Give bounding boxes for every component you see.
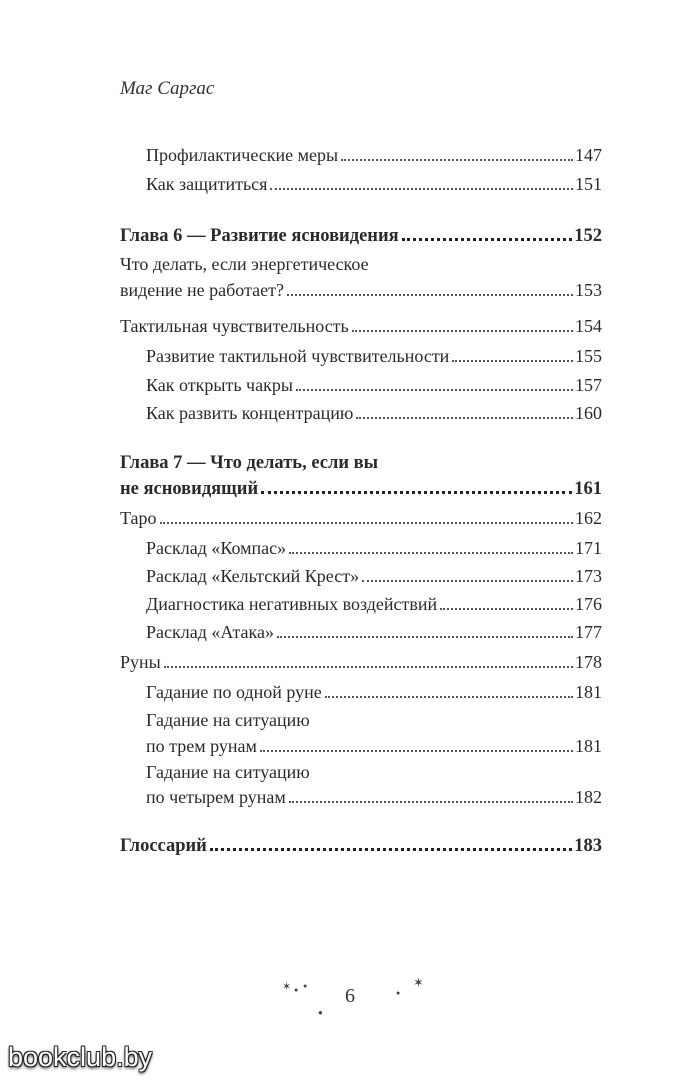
toc-chapter xyxy=(120,223,602,249)
toc-entry xyxy=(146,784,602,810)
toc-entry-title-line1: Что делать, если энергетическое xyxy=(120,254,369,274)
dot-leader xyxy=(402,238,573,241)
toc-entry-page: 181 xyxy=(575,736,602,756)
toc-entry-title: Как развить концентрацию xyxy=(146,403,354,423)
toc-entry-title: Развитие тактильной чувствительности xyxy=(146,346,450,366)
star-ornament-icon: ● xyxy=(318,1008,323,1017)
page-number: 6 xyxy=(345,985,355,1007)
toc-entry xyxy=(120,505,602,531)
toc-entry-page: 151 xyxy=(575,174,602,194)
toc-entry xyxy=(120,649,602,675)
dot-leader xyxy=(160,522,573,524)
dot-leader xyxy=(260,750,573,752)
toc-chapter xyxy=(120,833,602,859)
toc-entry-title: Руны xyxy=(120,652,161,672)
toc-chapter-title: не ясновидящий xyxy=(120,479,259,499)
toc-entry-title: Гадание по одной руне xyxy=(146,682,322,702)
toc-entry xyxy=(146,733,602,759)
dot-leader xyxy=(325,696,573,698)
toc-entry-page: 178 xyxy=(575,652,602,672)
toc-entry xyxy=(146,535,602,561)
dot-leader xyxy=(270,188,573,190)
toc-entry xyxy=(146,679,602,705)
toc-chapter xyxy=(120,476,602,502)
dot-leader xyxy=(362,580,573,582)
toc-entry-page: 160 xyxy=(575,403,602,423)
toc-entry xyxy=(120,313,602,339)
toc-entry xyxy=(146,619,602,645)
toc-entry-page: 155 xyxy=(575,346,602,366)
toc-entry-title: Расклад «Атака» xyxy=(146,622,275,642)
toc-entry-page: 154 xyxy=(575,316,602,336)
dot-leader xyxy=(289,552,573,554)
star-ornament-icon: ✶ xyxy=(413,975,424,990)
toc-entry xyxy=(146,400,602,426)
toc-entry-title: Таро xyxy=(120,508,157,528)
toc-chapter-title: Глоссарий xyxy=(120,836,207,856)
toc-entry-title: Как защититься xyxy=(146,174,268,194)
dot-leader xyxy=(210,848,572,851)
toc-entry-page: 182 xyxy=(575,787,602,807)
toc-entry xyxy=(146,563,602,589)
toc-entry-title: по трем рунам xyxy=(146,736,257,756)
toc-chapter-title: Глава 6 — Развитие ясновидения xyxy=(120,226,399,246)
toc-entry-title: Расклад «Кельтский Крест» xyxy=(146,566,360,586)
toc-entry-page: 153 xyxy=(575,280,602,300)
toc-entry xyxy=(146,343,602,369)
toc-entry xyxy=(146,372,602,398)
toc-entry-title: Как открыть чакры xyxy=(146,375,293,395)
toc-entry xyxy=(146,142,602,168)
star-ornament-icon: ● xyxy=(396,989,401,997)
dot-leader xyxy=(289,801,573,803)
toc-entry-title: Профилактические меры xyxy=(146,145,339,165)
star-ornament-icon: ● xyxy=(303,982,308,990)
toc-entry-title-line1: Гадание на ситуацию xyxy=(146,762,310,782)
toc-entry-page: 171 xyxy=(575,538,602,558)
dot-leader xyxy=(452,360,573,362)
toc-entry-title-line1: Гадание на ситуацию xyxy=(146,710,310,730)
toc-chapter-page: 152 xyxy=(574,226,602,246)
toc-entry-title: Расклад «Компас» xyxy=(146,538,287,558)
toc-entry xyxy=(146,171,602,197)
dot-leader xyxy=(287,294,573,296)
dot-leader xyxy=(352,330,573,332)
dot-leader xyxy=(296,389,573,391)
star-ornament-icon: ● xyxy=(294,986,299,994)
running-head: Маг Саргас xyxy=(120,78,215,99)
toc-entry-page: 147 xyxy=(575,145,602,165)
watermark: bookclub.by xyxy=(8,1042,153,1072)
toc-entry-title: по четырем рунам xyxy=(146,787,286,807)
dot-leader xyxy=(356,417,573,419)
toc-entry-page: 162 xyxy=(575,508,602,528)
dot-leader xyxy=(440,608,573,610)
dot-leader xyxy=(164,666,573,668)
toc-entry-title: Тактильная чувствительность xyxy=(120,316,349,336)
dot-leader xyxy=(341,159,573,161)
toc-entry-title: Диагностика негативных воздействий xyxy=(146,594,438,614)
toc-entry-page: 173 xyxy=(575,566,602,586)
toc-entry-page: 177 xyxy=(575,622,602,642)
toc-chapter-page: 161 xyxy=(574,479,602,499)
toc-entry xyxy=(120,277,602,303)
dot-leader xyxy=(277,636,573,638)
toc-entry-title: видение не работает? xyxy=(120,280,284,300)
dot-leader xyxy=(261,491,572,494)
toc-chapter-page: 183 xyxy=(574,836,602,856)
toc-entry xyxy=(146,591,602,617)
toc-entry-page: 176 xyxy=(575,594,602,614)
star-ornament-icon: ✶ xyxy=(282,981,292,993)
toc-entry-page: 157 xyxy=(575,375,602,395)
toc-chapter-title-line1: Глава 7 — Что делать, если вы xyxy=(120,453,379,473)
toc-entry-page: 181 xyxy=(575,682,602,702)
